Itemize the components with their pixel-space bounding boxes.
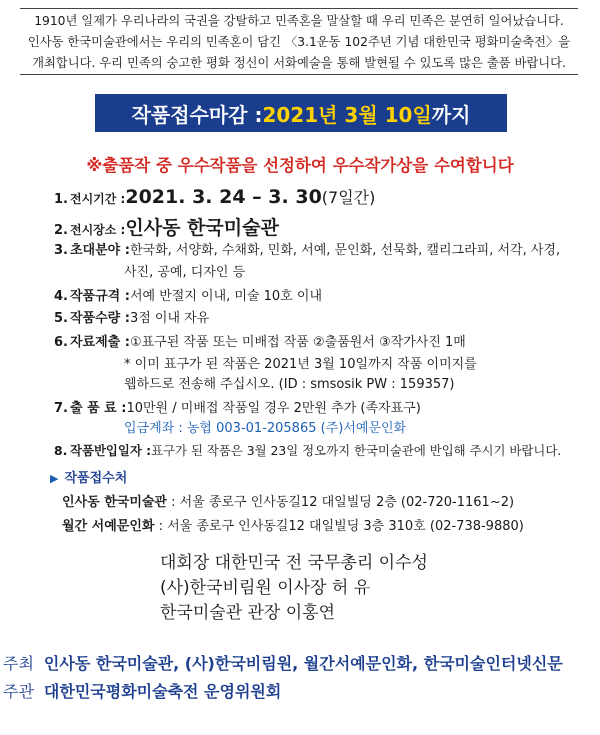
organizer-host: [3, 651, 563, 674]
list-item: 2. 전시장소 : 인사동 한국미술관: [54, 213, 594, 239]
list-item: 6. 자료제출 : ①표구된 작품 또는 미배접 작품 ②출품원서 ③작가사진 1매: [54, 335, 466, 350]
signature-line: 대회장 대한민국 전 국무총리 이수성: [160, 553, 428, 573]
organizer-role: 주최: [3, 654, 34, 673]
signature-line: (사)한국비림원 이사장 허 유: [160, 578, 371, 598]
organizer-names: 인사동 한국미술관, (사)한국비림원, 월간서예문인화, 한국미술인터넷신문: [43, 654, 563, 673]
intro-line-2: 인사동 한국미술관에서는 우리의 민족혼이 담긴 〈3.1운동 102주년 기념 대한민국 평화미술축전〉을: [27, 35, 571, 49]
exhibition-venue: 인사동 한국미술관: [125, 217, 279, 239]
webhard-credentials: 웹하드로 전송해 주십시오. (ID : smsosik PW : 159357): [124, 377, 455, 392]
reception-name: 인사동 한국미술관: [62, 495, 167, 510]
deadline-date: 2021년 3월 10일: [262, 102, 432, 127]
intro-line-3: 개최합니다. 우리 민족의 숭고한 평화 정신이 서화예술을 통해 발현될 수 있도록 많은 출품 바랍니다.: [32, 56, 566, 70]
intro-line-1: 1910년 일제가 우리나라의 국권을 강탈하고 민족혼을 말살할 때 우리 민족은 분연히 일어났습니다.: [34, 14, 564, 28]
reception-row: [62, 515, 524, 534]
organizer-names: 대한민국평화미술축전 운영위원회: [43, 682, 282, 701]
reception-name: 월간 서예문인화: [62, 519, 155, 534]
list-item: 5. 작품수량 : 3점 이내 자유: [54, 311, 210, 326]
reception-row: [62, 491, 514, 510]
reception-address: : 서울 종로구 인사동길12 대일빌딩 3층 310호 (02-738-9880): [154, 519, 524, 534]
list-item: 1. 전시기간 : 2021. 3. 24 – 3. 30 (7일간): [54, 186, 376, 208]
list-item: 4. 작품규격 : 서예 반절지 이내, 미술 10호 이내: [54, 289, 323, 304]
deadline-suffix: 까지: [431, 102, 471, 127]
reception-address: : 서울 종로구 인사동길12 대일빌딩 2층 (02-720-1161~2): [167, 495, 515, 510]
deadline-banner: [95, 94, 507, 132]
exhibition-period: 2021. 3. 24 – 3. 30: [125, 186, 322, 208]
info-list: [54, 185, 594, 463]
organizer-role: 주관: [3, 682, 34, 701]
list-item: 7. 출 품 료 : 10만원 / 미배접 작품일 경우 2만원 추가 (족자표구): [54, 401, 421, 416]
organizer-manager: [3, 679, 281, 702]
bank-account: 입금계좌 : 농협 003-01-205865 (주)서예문인화: [124, 421, 407, 436]
list-item: 3. 초대분야 : 한국화, 서양화, 수채화, 민화, 서예, 문인화, 선묵화, 캘리그라피, 서각, 사경,: [54, 243, 561, 258]
list-item: 8. 작품반입일자 : 표구가 된 작품은 3월 23일 정오까지 한국미술관에 반입해 주시기 바랍니다.: [54, 443, 562, 458]
signature-line: 한국미술관 관장 이홍연: [160, 603, 336, 623]
submission-note: * 이미 표구가 된 작품은 2021년 3월 10일까지 작품 이미지를: [124, 357, 477, 372]
list-item-continued: 사진, 공예, 디자인 등: [124, 265, 246, 280]
reception-heading: ▶ 작품접수처: [50, 471, 128, 486]
intro-box: [20, 8, 578, 75]
triangle-icon: ▶: [50, 472, 59, 485]
deadline-label: 작품접수마감 :: [131, 102, 263, 127]
award-notice: ※출품작 중 우수작품을 선정하여 우수작가상을 수여합니다: [86, 156, 514, 175]
